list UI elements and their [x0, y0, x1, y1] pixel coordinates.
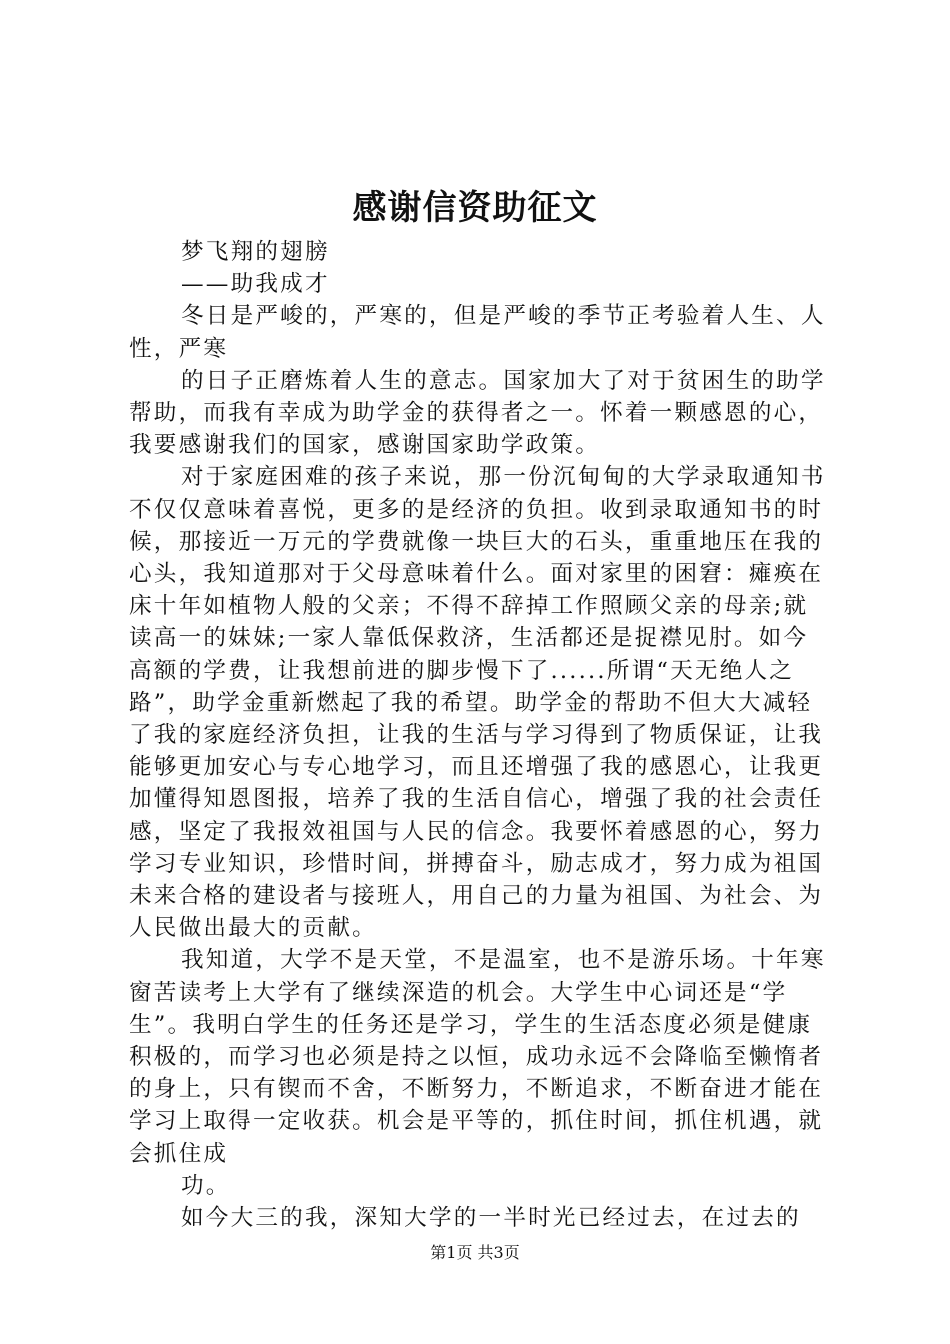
paragraph: 冬日是严峻的，严寒的，但是严峻的季节正考验着人生、人性，严寒	[129, 303, 826, 362]
paragraph: 如今大三的我，深知大学的一半时光已经过去，在过去的	[181, 1205, 801, 1232]
paragraph: 我知道，大学不是天堂，不是温室，也不是游乐场。十年寒窗苦读考上大学有了继续深造的机会。大学生中心词还是“学生”。我明白学生的任务还是学习，学生的生活态度必须是健康积极的，而学习也必须是持之以恒，成功永远不会降临至懒惰者的身上，只有锲而不舍，不断努力，不断追求，不断奋进才能在学习上取得一定收获。机会是平等的，抓住时间，抓住机遇，就会抓住成	[129, 947, 826, 1167]
page-footer: 第1页 共3页	[430, 1243, 520, 1262]
paragraph: 的日子正磨炼着人生的意志。国家加大了对于贫困生的助学帮助，而我有幸成为助学金的获得者之一。怀着一颗感恩的心，我要感谢我们的国家，感谢国家助学政策。	[129, 367, 826, 459]
paragraph: 对于家庭困难的孩子来说，那一份沉甸甸的大学录取通知书不仅仅意味着喜悦，更多的是经济的负担。收到录取通知书的时候，那接近一万元的学费就像一块巨大的石头，重重地压在我的心头，我知道那对于父母意味着什么。面对家里的困窘：瘫痪在床十年如植物人般的父亲；不得不辞掉工作照顾父亲的母亲;就读高一的妹妹;一家人靠低保救济，生活都还是捉襟见肘。如今高额的学费，让我想前进的脚步慢下了......所谓“天无绝人之路”，助学金重新燃起了我的希望。助学金的帮助不但大大减轻了我的家庭经济负担，让我的生活与学习得到了物质保证，让我能够更加安心与专心地学习，而且还增强了我的感恩心，让我更加懂得知恩图报，培养了我的生活自信心，增强了我的社会责任感，坚定了我报效祖国与人民的信念。我要怀着感恩的心，努力学习专业知识，珍惜时间，拼搏奋斗，励志成才，努力成为祖国未来合格的建设者与接班人，用自己的力量为祖国、为社会、为人民做出最大的贡献。	[129, 464, 826, 942]
document-body	[129, 236, 829, 1234]
subtitle-line: 梦飞翔的翅膀	[181, 239, 330, 265]
subtitle-dash-line: ——助我成才	[181, 271, 330, 298]
document-title: 感谢信资助征文	[352, 188, 598, 228]
paragraph: 功。	[181, 1172, 231, 1199]
